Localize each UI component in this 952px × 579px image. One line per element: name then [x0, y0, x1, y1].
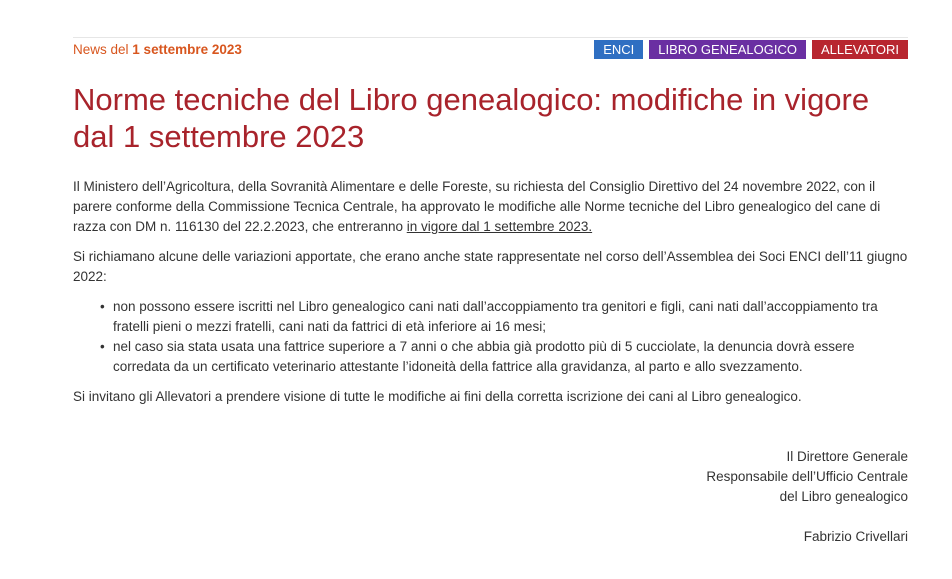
signature-name: Fabrizio Crivellari	[803, 529, 908, 544]
tag-allevatori[interactable]: ALLEVATORI	[812, 40, 908, 59]
article-meta	[73, 42, 908, 60]
news-date	[73, 42, 242, 58]
tag-enci[interactable]: ENCI	[594, 40, 643, 59]
header-divider	[73, 37, 908, 38]
signature-block	[706, 447, 908, 547]
paragraph-intro	[73, 177, 908, 237]
news-prefix: News del	[73, 42, 129, 57]
signature-office: Responsabile dell’Ufficio Centrale	[706, 469, 908, 484]
paragraph-invite: Si invitano gli Allevatori a prendere visione di tutte le modifiche ai fini della corretta iscrizione dei cani al Libro genealogico.	[73, 389, 802, 404]
news-date-value: 1 settembre 2023	[132, 42, 242, 57]
signature-role: Il Direttore Generale	[786, 449, 908, 464]
vigore-link[interactable]: in vigore dal 1 settembre 2023.	[406, 219, 593, 234]
page-title: Norme tecniche del Libro genealogico: modifiche in vigore dal 1 settembre 2023	[73, 82, 870, 154]
article-body	[73, 177, 908, 417]
variations-list	[73, 297, 908, 377]
list-item: • nel caso sia stata usata una fattrice superiore a 7 anni o che abbia già prodotto più di 5 cucciolate, la denuncia dovrà essere corredata da un certificato veterinario attestante l’idoneità della fattrice alla gravidanza, al parto e allo svezzamento.	[113, 337, 908, 377]
list-item: • non possono essere iscritti nel Libro genealogico cani nati dall’accoppiamento tra genitori e figli, cani nati dall’accoppiamento tra fratelli pieni o mezzi fratelli, cani nati da fattrici di età inferiore ai 16 mesi;	[113, 297, 908, 337]
paragraph-intro-text: Il Ministero dell’Agricoltura, della Sovranità Alimentare e delle Foreste, su richiesta del Consiglio Direttivo del 24 novembre 2022, con il parere conforme della Commissione Tecnica Centrale, ha approvato le modifiche alle Norme tecniche del Libro genealogico del cane di razza con DM n. 116130 del 22.2.2023, che entreranno	[73, 179, 881, 234]
signature-office-2: del Libro genealogico	[779, 489, 908, 504]
tag-libro-genealogico[interactable]: LIBRO GENEALOGICO	[649, 40, 806, 59]
tag-list	[594, 40, 908, 59]
paragraph-variations: Si richiamano alcune delle variazioni apportate, che erano anche state rappresentate nel corso dell’Assemblea dei Soci ENCI dell’11 giugno 2022:	[73, 249, 908, 284]
